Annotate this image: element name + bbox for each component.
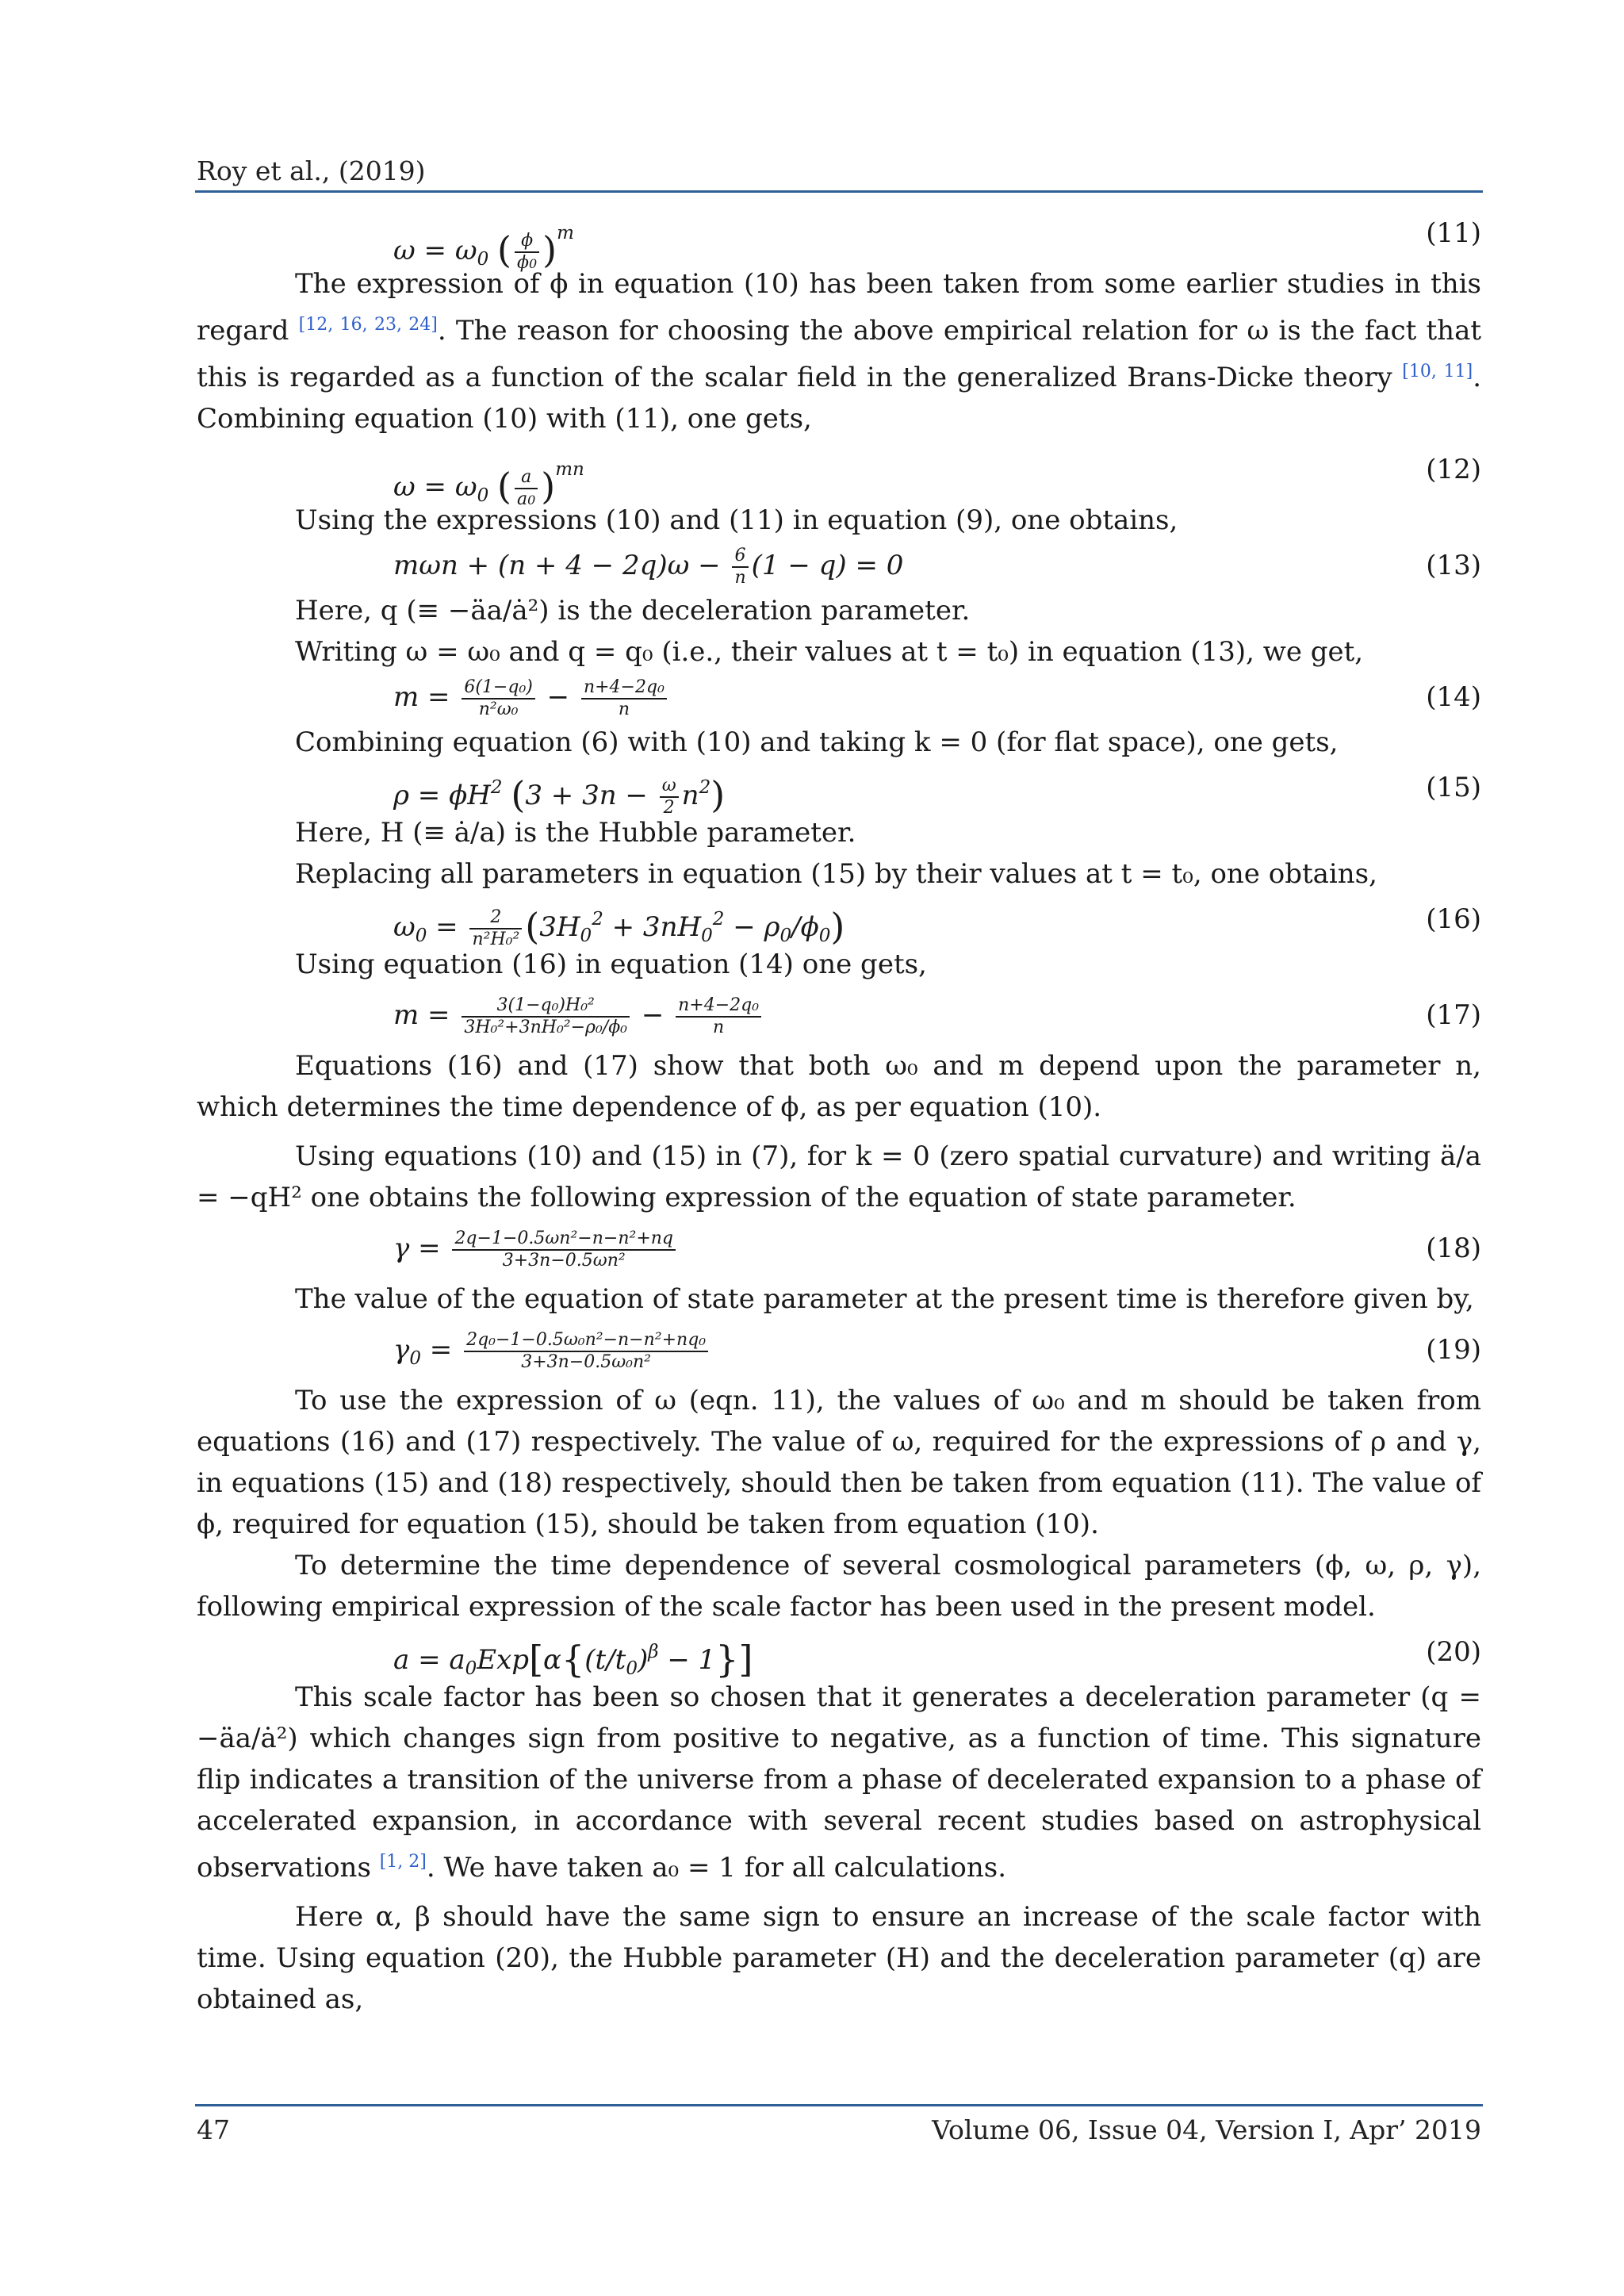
paragraph: Writing ω = ω₀ and q = q₀ (i.e., their values at t = t₀) in equation (13), we get, [295,636,1364,668]
paragraph: Here α, β should have the same sign to ensure an increase of the scale factor with time. Using equation (20), the Hubble parameter (H) and the deceleration parameter (q) are obtained as, [197,1901,1481,2015]
equation-14-expression: m = $\frac{\text{6(1−q₀)}}{\text{n²ω₀}}$ − $\frac{\text{n+4−2q₀}}{n}$ [393,673,670,722]
citation-link[interactable]: [10, 11] [1402,362,1473,381]
equation-19-expression: $\gamma_0$ = $\frac{\text{2q₀−1−0.5ω₀n²−n−n²+nq₀}}{\text{3+3n−0.5ω₀n²}}$ [393,1320,711,1389]
equation-12-expression: $\omega = \omega_0$ ( $\frac{a}{a0}$ )$^{mn}$ [393,459,584,509]
equation-16 [197,895,1481,949]
body-text [197,198,1481,2020]
equation-17-expression: m = $\frac{\text{3(1−q₀)H₀²}}{\text{3H₀²+3nH₀²−ρ₀/ϕ₀}}$ − $\frac{\text{n+4−2q₀}}{n}$ [393,985,764,1045]
paragraph: The expression of ϕ in equation (10) has been taken from some earlier studies in this regard [12, 16, 23, 24]. The reason for choosing the above empirical relation for ω is the fact that this is regarded as a function of the scalar field in the generalized Brans-Dicke theory [10, 11]. Combining equation (10) with (11), one gets, [197,268,1482,435]
equation-12 [197,439,1481,509]
paragraph: Replacing all parameters in equation (15) by their values at t = t₀, one obtains, [295,858,1377,890]
journal-volume: Volume 06, Issue 04, Version I, Apr’ 2019 [932,2114,1481,2145]
equation-13 [197,541,1481,590]
equation-14 [197,673,1481,722]
equation-18-expression: γ = $\frac{\text{2q−1−0.5ωn²−n−n²+nq}}{\text{3+3n−0.5ωn²}}$ [393,1218,679,1278]
running-head: Roy et al., (2019) [197,155,426,186]
header-rule [195,190,1483,193]
equation-16-expression: $\omega_0$ = $\frac{2}{\text{n²H₀²}}$ $(3H_0^2 + 3nH_0^2 - \rho_0/\phi_0)$ [393,905,845,949]
citation-link[interactable]: [1, 2] [379,1852,427,1872]
paragraph: Here, H (≡ ȧ/a) is the Hubble parameter. [295,817,856,849]
paragraph: Using the expressions (10) and (11) in equation (9), one obtains, [295,504,1178,536]
paragraph: Here, q (≡ −äa/ȧ²) is the deceleration parameter. [295,595,971,627]
equation-number: (20) [1426,1636,1481,1668]
citation-link[interactable]: [12, 16, 23, 24] [298,315,438,335]
equation-20-expression: $a = a_0Exp[\alpha\{(t/t_0)^\beta - 1\}]$ [393,1638,753,1681]
equation-number: (15) [1426,772,1481,803]
equation-19 [197,1320,1481,1380]
footer-rule [195,2104,1483,2106]
equation-15-expression: $\rho = \phi H^2$ (3 + 3n − $\frac{\omega}{2}$ $n^2$) [393,773,726,818]
paragraph: This scale factor has been so chosen that it generates a deceleration parameter (q = −äa/ȧ²) which changes sign from positive to negative, as a function of time. This signature flip indicates a transition of the universe from a phase of decelerated expansion to a phase of accelerated expansion, in accordance with several recent studies based on astrophysical observations [1, 2]. We have taken a₀ = 1 for all calculations. [197,1681,1481,1884]
equation-20 [197,1627,1481,1681]
equation-number: (16) [1426,903,1481,935]
equation-number: (11) [1426,217,1481,249]
equation-17 [197,985,1481,1045]
equation-number: (14) [1426,681,1481,713]
equation-11-expression: $\omega = \omega_0$ ( $\frac{\phi}{\phi 0}$ )$^m$ [393,223,574,273]
equation-11 [197,203,1481,273]
equation-13-expression: mωn + (n + 4 − 2q)ω − $\frac{6}{n}$ (1 − q) = 0 [393,546,904,588]
paragraph: The value of the equation of state parameter at the present time is therefore given by, [295,1283,1474,1315]
paragraph: To determine the time dependence of several cosmological parameters (ϕ, ω, ρ, γ), following empirical expression of the scale factor has been used in the present model. [197,1550,1481,1623]
paragraph: Combining equation (6) with (10) and taking k = 0 (for flat space), one gets, [295,726,1339,758]
equation-15 [197,763,1481,818]
paragraph: Using equations (10) and (15) in (7), for k = 0 (zero spatial curvature) and writing ä/a = −qH² one obtains the following expression of the equation of state parameter. [197,1140,1481,1213]
equation-number: (17) [1426,999,1481,1031]
equation-18 [197,1218,1481,1278]
equation-number: (19) [1426,1334,1481,1366]
equation-number: (13) [1426,550,1481,581]
paragraph: Equations (16) and (17) show that both ω₀ and m depend upon the parameter n, which determines the time dependence of ϕ, as per equation (10). [197,1050,1481,1123]
equation-number: (12) [1426,454,1481,485]
paragraph: To use the expression of ω (eqn. 11), the values of ω₀ and m should be taken from equations (16) and (17) respectively. The value of ω, required for the expressions of ρ and γ, in equations (15) and (18) respectively, should then be taken from equation (11). The value of ϕ, required for equation (15), should be taken from equation (10). [197,1385,1481,1540]
paragraph: Using equation (16) in equation (14) one gets, [295,949,927,980]
equation-number: (18) [1426,1232,1481,1264]
page-number: 47 [197,2114,230,2145]
